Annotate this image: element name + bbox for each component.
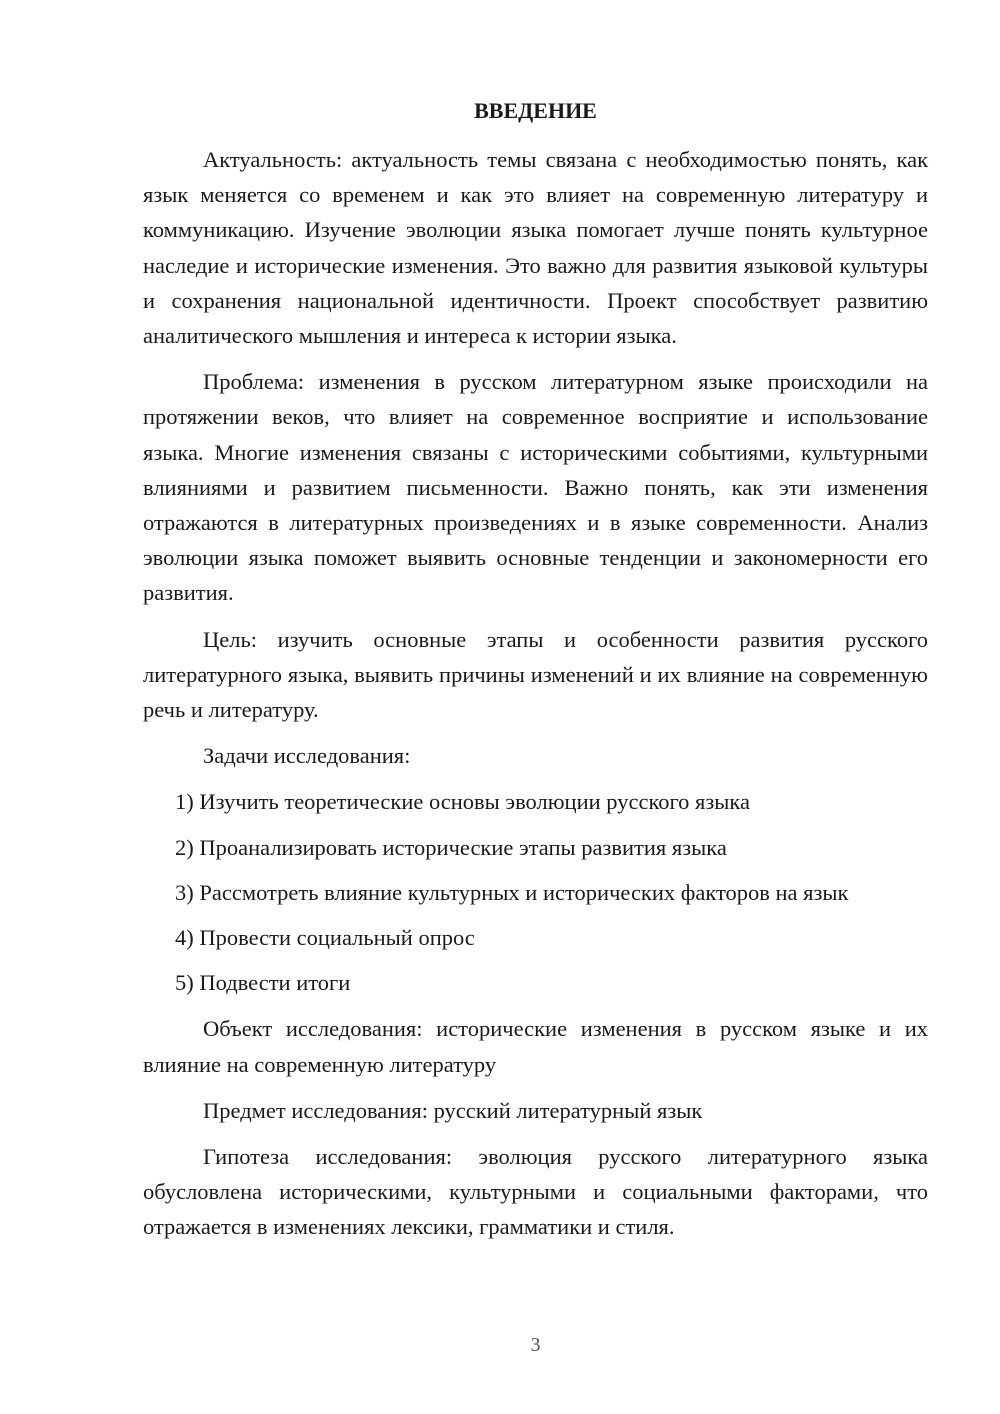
task-item: 3) Рассмотреть влияние культурных и исторических факторов на язык <box>175 879 849 905</box>
page-number: 3 <box>530 1334 541 1356</box>
task-item: 1) Изучить теоретические основы эволюции русского языка <box>175 789 750 815</box>
page-title: ВВЕДЕНИЕ <box>474 98 597 123</box>
subject-paragraph: Предмет исследования: русский литературный язык <box>203 1097 703 1123</box>
hypothesis-paragraph: Гипотеза исследования: эволюция русского литературного языка обусловлена историческими, культурными и социальными факторами, что отражается в изменениях лексики, грамматики и стиля. <box>143 1144 928 1240</box>
task-item: 2) Проанализировать исторические этапы развития языка <box>175 834 727 860</box>
task-item: 4) Провести социальный опрос <box>175 925 475 951</box>
goal-paragraph: Цель: изучить основные этапы и особенности развития русского литературного языка, выявить причины изменений и их влияние на современную речь и литературу. <box>143 626 928 723</box>
task-item: 5) Подвести итоги <box>175 970 351 996</box>
problem-paragraph: Проблема: изменения в русском литературном языке происходили на протяжении веков, что влияет на современное восприятие и использование языка. Многие изменения связаны с историческими событиями, культурными влияниями и развитием письменности. Важно понять, как эти изменения отражаются в литературных произведениях и в языке современности. Анализ эволюции языка поможет выявить основные тенденции и закономерности его развития. <box>143 369 928 606</box>
relevance-paragraph: Актуальность: актуальность темы связана с необходимостью понять, как язык меняется со временем и как это влияет на современную литературу и коммуникацию. Изучение эволюции языка помогает лучше понять культурное наследие и исторические изменения. Это важно для развития языковой культуры и сохранения национальной идентичности. Проект способствует развитию аналитического мышления и интереса к истории языка. <box>143 147 928 349</box>
object-paragraph: Объект исследования: исторические изменения в русском языке и их влияние на современную литературу <box>143 1016 928 1077</box>
document-body <box>143 142 928 1256</box>
tasks-title: Задачи исследования: <box>203 743 411 769</box>
tasks-list <box>143 784 928 1000</box>
document-page <box>143 0 928 1414</box>
